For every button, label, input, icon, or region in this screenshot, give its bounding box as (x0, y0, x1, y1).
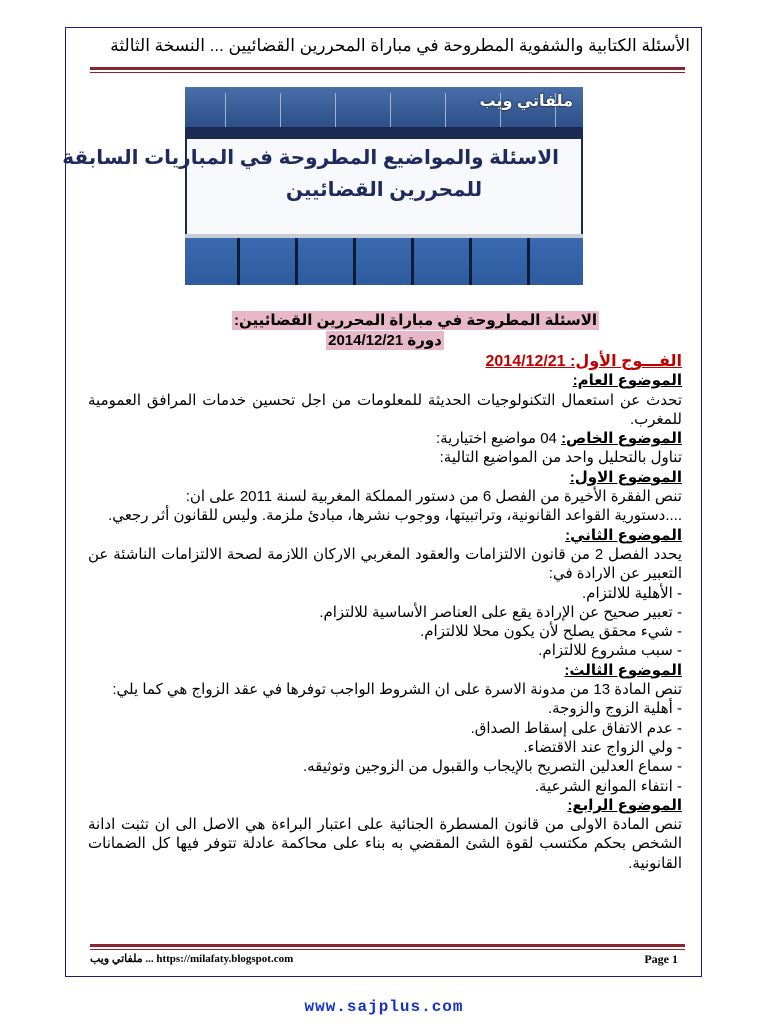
list-item: - الأهلية للالتزام. (581, 584, 682, 602)
section-title: الموضوع الثاني: (565, 526, 682, 544)
section-text: تنص المادة الاولى من قانون المسطرة الجنائية على اعتبار البراءة هي الاصل الى ان تثبت ادانة الشخص بحكم مكتسب لقوة الشئ المقضي به بناء على محاكمة عادلة تتوفر فيها كل الضمانات القانونية. (88, 816, 682, 872)
section-title: الموضوع الخاص: (561, 430, 682, 448)
section-text: تحدث عن استعمال التكنولوجيات الحديثة للمعلومات من اجل تحسين خدمات المرافق العمومية للمغرب. (88, 391, 682, 428)
watermark-url[interactable]: www.sajplus.com (304, 998, 464, 1016)
list-item: - انتفاء الموانع الشرعية. (534, 777, 682, 795)
banner-brand: ملفاتي ويب (479, 93, 573, 110)
list-item: - أهلية الزوج والزوجة. (547, 700, 682, 718)
section-title: الموضوع العام: (572, 372, 682, 390)
footer-page-number: Page 1 (644, 952, 678, 966)
section-title: الموضوع الرابع: (567, 796, 682, 814)
section-text: ....دستورية القواعد القانونية، وتراتبيتها، ووجوب نشرها، مبادئ ملزمة. وليس للقانون أثر رجعي. (108, 507, 682, 525)
banner-image (62, 87, 583, 285)
section-text: تنص المادة 13 من مدونة الاسرة على ان الشروط الواجب توفرها في عقد الزواج هي كما يلي: (112, 681, 682, 699)
section-title: الموضوع الاول: (569, 468, 682, 486)
banner-line-1: الاسئلة والمواضيع المطروحة في المباريات السابقة (62, 147, 559, 169)
list-item: - سماع العدلين التصريح بالإيجاب والقبول من الزوجين وتوثيقه. (302, 758, 682, 776)
banner-line-2: للمحررين القضائيين (285, 179, 483, 201)
banner-lower-windows (185, 238, 583, 285)
footer-divider-thin (90, 949, 685, 950)
section-text: يحدد الفصل 2 من قانون الالتزامات والعقود المغربي الاركان اللازمة لصحة الالتزامات الناشئة عن التعبير عن الارادة في: (88, 545, 682, 583)
group-heading: الفـــوج الأول: 2014/12/21 (485, 353, 682, 370)
section-text: تنص الفقرة الأخيرة من الفصل 6 من دستور المملكة المغربية لسنة 2011 على ان: (185, 488, 682, 506)
list-item: - سبب مشروع للالتزام. (538, 642, 682, 660)
section-title: الموضوع الثالث: (564, 661, 682, 679)
section-title-suffix: 04 مواضيع اختيارية: (435, 430, 562, 448)
header-divider (90, 67, 685, 70)
list-item: - شيء محقق يصلح لأن يكون محلا للالتزام. (420, 623, 682, 641)
footer-divider (90, 944, 685, 947)
document-body (88, 352, 682, 873)
list-item: - ولي الزواج عند الاقتضاء. (523, 738, 682, 756)
footer-source: ملفاتي ويب ... https://milafaty.blogspot.com (90, 953, 294, 965)
page-header-title: الأسئلة الكتابية والشفوية المطروحة في مباراة المحررين القضائيين ... النسخة الثالثة (110, 36, 690, 55)
list-item: - تعبير صحيح عن الإرادة يقع على العناصر الأساسية للالتزام. (319, 603, 682, 621)
intro-session: دورة 2014/12/21 (328, 332, 442, 349)
list-item: - عدم الاتفاق على إسقاط الصداق. (470, 719, 682, 737)
intro-block (232, 311, 598, 350)
section-text: تناول بالتحليل واحد من المواضيع التالية: (439, 449, 682, 467)
header-divider-thin (90, 72, 685, 73)
intro-heading: الاسئلة المطروحة في مباراة المحررين القضائيين: (234, 312, 598, 329)
banner-sign (62, 139, 581, 234)
